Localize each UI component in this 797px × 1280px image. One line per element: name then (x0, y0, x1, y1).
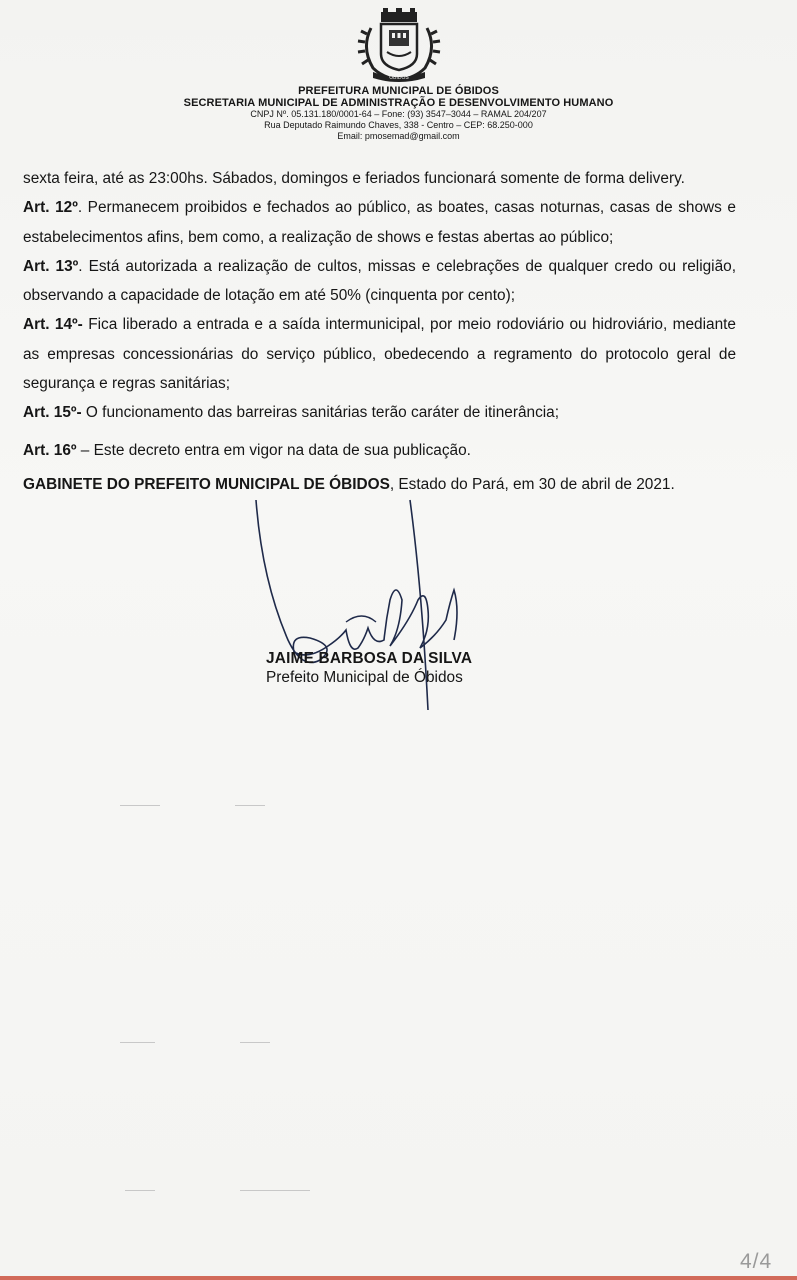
article-12-text: . Permanecem proibidos e fechados ao público, as boates, casas noturnas, casas de shows e estabelecimentos afins, bem como, a realização de shows e festas abertas ao público; (23, 199, 736, 246)
cnpj-phone-line: CNPJ Nº. 05.131.180/0001-64 – Fone: (93) 3547–3044 – RAMAL 204/207 (250, 109, 547, 119)
closing-office: GABINETE DO PREFEITO MUNICIPAL DE ÓBIDOS (23, 475, 390, 493)
signature-block (266, 649, 472, 687)
scan-artifact (120, 805, 160, 806)
article-16-label: Art. 16º (23, 441, 77, 459)
page-counter: 4/4 (740, 1250, 773, 1273)
org-name: PREFEITURA MUNICIPAL DE ÓBIDOS (298, 85, 499, 97)
viewer-progress-bar (0, 1276, 797, 1280)
article-13-text: . Está autorizada a realização de cultos, missas e celebrações de qualquer credo ou religião, observando a capacidade de lotação em até 50% (cinquenta por cento); (23, 257, 736, 305)
article-14-label: Art. 14º- (23, 316, 83, 334)
email-line: Email: pmosemad@gmail.com (337, 131, 460, 141)
scan-artifact (240, 1190, 310, 1191)
article-13-label: Art. 13º (23, 257, 79, 275)
secretariat-name: SECRETARIA MUNICIPAL DE ADMINISTRAÇÃO E DESENVOLVIMENTO HUMANO (183, 97, 614, 109)
article-12-label: Art. 12º (23, 199, 78, 217)
scan-artifact (125, 1190, 155, 1191)
article-16-text: – Este decreto entra em vigor na data de sua publicação. (76, 441, 471, 459)
decree-body (23, 164, 736, 494)
scan-artifact (235, 805, 265, 806)
article-13 (23, 252, 736, 311)
address-line: Rua Deputado Raimundo Chaves, 338 - Centro – CEP: 68.250-000 (264, 120, 533, 130)
article-16 (23, 436, 736, 465)
article-15-label: Art. 15º- (23, 404, 82, 422)
article-12 (23, 193, 736, 252)
article-15 (23, 398, 736, 427)
signatory-name: JAIME BARBOSA DA SILVA (266, 650, 473, 667)
article-15-text: O funcionamento das barreiras sanitárias terão caráter de itinerância; (81, 404, 560, 422)
signatory-title: Prefeito Municipal de Óbidos (266, 669, 463, 686)
crest-ribbon-text: ÓBIDOS (388, 75, 409, 81)
letterhead (0, 8, 797, 142)
paragraph-continuation: sexta feira, até as 23:00hs. Sábados, domingos e feriados funcionará somente de forma delivery. (23, 170, 685, 187)
scan-artifact (240, 1042, 270, 1043)
article-14-text: Fica liberado a entrada e a saída intermunicipal, por meio rodoviário ou hidroviário, mediante as empresas concessionárias do serviço público, obedecendo a regramento do protocolo geral de segurança e regras sanitárias; (23, 316, 736, 393)
article-14 (23, 310, 736, 398)
scan-artifact (120, 1042, 155, 1043)
municipal-crest-icon (351, 8, 447, 84)
closing-place-date: , Estado do Pará, em 30 de abril de 2021. (389, 475, 675, 493)
